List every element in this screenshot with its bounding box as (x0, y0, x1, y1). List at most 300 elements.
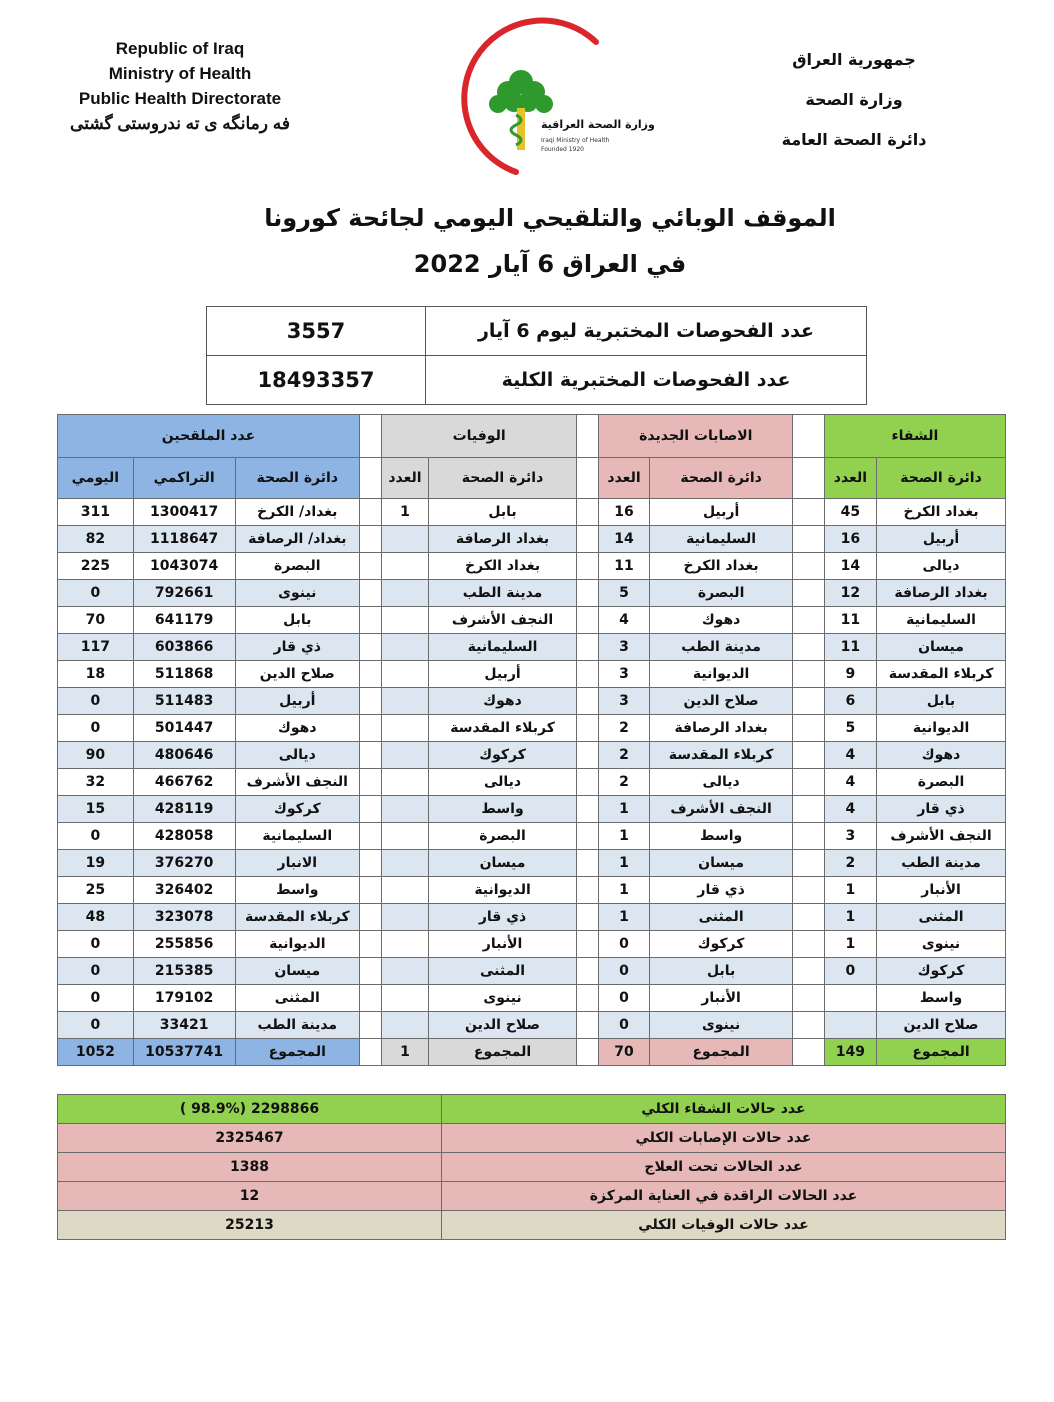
vac-cumulative-cell: 215385 (133, 958, 235, 985)
summary-value: 1388 (58, 1153, 442, 1182)
logo-english-name: Iraqi Ministry of Health (541, 137, 610, 144)
vac-daily-cell: 0 (58, 958, 134, 985)
column-spacer (793, 580, 824, 607)
cases-count-cell: 0 (599, 1012, 650, 1039)
vac-cumulative-cell: 428119 (133, 796, 235, 823)
table-row (58, 526, 1006, 553)
header-kurdish: فه رمانگه ی ته ندروستی گشتی (70, 114, 290, 133)
cases-dept-cell: ذي قار (649, 877, 793, 904)
recovery-count-cell (824, 985, 876, 1012)
cases-count-cell: 14 (599, 526, 650, 553)
column-spacer (359, 553, 381, 580)
table-row (58, 823, 1006, 850)
vac-cumulative-cell: 792661 (133, 580, 235, 607)
vac-daily-cell: 32 (58, 769, 134, 796)
recovery-section-title: الشفاء (824, 415, 1005, 458)
cases-count-cell: 16 (599, 499, 650, 526)
recovery-dept-cell: البصرة (877, 769, 1006, 796)
vac-daily-cell: 311 (58, 499, 134, 526)
vac-daily-cell: 0 (58, 688, 134, 715)
vac-cumulative-cell: 501447 (133, 715, 235, 742)
table-row (58, 985, 1006, 1012)
column-spacer (793, 661, 824, 688)
vac-cumulative-cell: 511868 (133, 661, 235, 688)
vac-dept-header: دائرة الصحة (235, 458, 359, 499)
summary-row (58, 1124, 1006, 1153)
vac-daily-cell: 0 (58, 580, 134, 607)
recovery-dept-cell: مدينة الطب (877, 850, 1006, 877)
vac-cumulative-cell: 428058 (133, 823, 235, 850)
recovery-dept-cell: صلاح الدين (877, 1012, 1006, 1039)
vac-dept-cell: ديالى (235, 742, 359, 769)
cases-total-label: المجموع (649, 1039, 793, 1066)
vac-dept-cell: بغداد/ الرصافة (235, 526, 359, 553)
vac-daily-cell: 19 (58, 850, 134, 877)
recovery-dept-cell: نينوى (877, 931, 1006, 958)
column-spacer (577, 823, 599, 850)
column-spacer (577, 661, 599, 688)
deaths-total: 1 (382, 1039, 429, 1066)
summary-value: 12 (58, 1182, 442, 1211)
english-header (60, 36, 300, 136)
recovery-count-cell: 1 (824, 931, 876, 958)
summary-row (58, 1153, 1006, 1182)
recovery-dept-cell: كركوك (877, 958, 1006, 985)
table-row (58, 742, 1006, 769)
deaths-dept-cell: ديالى (428, 769, 576, 796)
cases-count-cell: 3 (599, 634, 650, 661)
column-spacer (577, 688, 599, 715)
cases-dept-cell: الأنبار (649, 985, 793, 1012)
vac-daily-cell: 0 (58, 931, 134, 958)
recovery-dept-cell: واسط (877, 985, 1006, 1012)
cases-dept-cell: السليمانية (649, 526, 793, 553)
recovery-dept-cell: ميسان (877, 634, 1006, 661)
cases-dept-cell: بابل (649, 958, 793, 985)
vac-dept-cell: دهوك (235, 715, 359, 742)
regional-stats-table (57, 414, 1006, 1066)
column-spacer (577, 796, 599, 823)
cases-dept-cell: مدينة الطب (649, 634, 793, 661)
summary-row (58, 1211, 1006, 1240)
vac-dept-cell: كركوك (235, 796, 359, 823)
cases-count-cell: 0 (599, 931, 650, 958)
column-spacer (359, 661, 381, 688)
column-spacer (359, 1039, 381, 1066)
total-tests-row (207, 356, 867, 405)
table-row (58, 634, 1006, 661)
recovery-count-cell (824, 1012, 876, 1039)
column-spacer (793, 769, 824, 796)
deaths-dept-cell: بغداد الرصافة (428, 526, 576, 553)
lab-tests-table (206, 306, 867, 405)
column-spacer (359, 607, 381, 634)
table-row (58, 877, 1006, 904)
section-header-row (58, 415, 1006, 458)
cases-count-cell: 1 (599, 796, 650, 823)
cases-dept-cell: دهوك (649, 607, 793, 634)
column-spacer (793, 499, 824, 526)
vac-daily-cell: 0 (58, 823, 134, 850)
vac-daily-cell: 0 (58, 715, 134, 742)
deaths-count-cell (382, 742, 429, 769)
cases-count-header: العدد (599, 458, 650, 499)
vac-daily-total: 1052 (58, 1039, 134, 1066)
column-spacer (359, 526, 381, 553)
recovery-dept-cell: السليمانية (877, 607, 1006, 634)
vac-daily-cell: 117 (58, 634, 134, 661)
cases-total: 70 (599, 1039, 650, 1066)
recovery-dept-cell: أربيل (877, 526, 1006, 553)
vac-daily-cell: 82 (58, 526, 134, 553)
deaths-count-cell (382, 1012, 429, 1039)
column-spacer (793, 850, 824, 877)
vac-dept-cell: البصرة (235, 553, 359, 580)
deaths-dept-cell: بغداد الكرخ (428, 553, 576, 580)
deaths-count-cell (382, 931, 429, 958)
table-row (58, 769, 1006, 796)
column-spacer (793, 1012, 824, 1039)
title-line-2: في العراق 6 آيار 2022 (413, 250, 687, 278)
column-header-row (58, 458, 1006, 499)
recovery-count-cell: 11 (824, 634, 876, 661)
table-body (58, 499, 1006, 1039)
column-spacer (359, 958, 381, 985)
column-spacer (577, 715, 599, 742)
deaths-dept-header: دائرة الصحة (428, 458, 576, 499)
column-spacer (577, 526, 599, 553)
table-row (58, 1012, 1006, 1039)
vaccinated-section-title: عدد الملقحين (58, 415, 360, 458)
deaths-count-cell (382, 580, 429, 607)
logo-arabic-name: وزارة الصحة العراقية (541, 118, 655, 131)
vac-cumulative-total: 10537741 (133, 1039, 235, 1066)
total-tests-label: عدد الفحوصات المختبرية الكلية (426, 356, 867, 405)
column-spacer (793, 715, 824, 742)
vac-dept-cell: مدينة الطب (235, 1012, 359, 1039)
vac-daily-cell: 0 (58, 1012, 134, 1039)
recovery-dept-cell: كربلاء المقدسة (877, 661, 1006, 688)
column-spacer (359, 458, 381, 499)
recovery-count-cell: 16 (824, 526, 876, 553)
table-row (58, 796, 1006, 823)
cases-dept-cell: الديوانية (649, 661, 793, 688)
vac-cumulative-header: التراكمي (133, 458, 235, 499)
deaths-dept-cell: الديوانية (428, 877, 576, 904)
palm-tree-logo-icon (446, 20, 655, 180)
column-spacer (793, 526, 824, 553)
column-spacer (793, 688, 824, 715)
cases-dept-cell: بغداد الكرخ (649, 553, 793, 580)
table-row (58, 904, 1006, 931)
column-spacer (577, 607, 599, 634)
vac-total-label: المجموع (235, 1039, 359, 1066)
vac-cumulative-cell: 1118647 (133, 526, 235, 553)
table-row (58, 850, 1006, 877)
deaths-count-header: العدد (382, 458, 429, 499)
vac-daily-header: اليومي (58, 458, 134, 499)
column-spacer (577, 1012, 599, 1039)
column-spacer (577, 850, 599, 877)
column-spacer (793, 742, 824, 769)
column-spacer (793, 904, 824, 931)
vac-dept-cell: بابل (235, 607, 359, 634)
header-directorate: Public Health Directorate (78, 89, 282, 108)
column-spacer (793, 796, 824, 823)
column-spacer (359, 823, 381, 850)
table-row (58, 499, 1006, 526)
recovery-count-cell: 14 (824, 553, 876, 580)
vac-cumulative-cell: 323078 (133, 904, 235, 931)
deaths-total-label: المجموع (428, 1039, 576, 1066)
table-row (58, 580, 1006, 607)
vac-cumulative-cell: 326402 (133, 877, 235, 904)
cases-dept-cell: واسط (649, 823, 793, 850)
cases-dept-cell: أربيل (649, 499, 793, 526)
column-spacer (577, 553, 599, 580)
deaths-count-cell (382, 850, 429, 877)
column-spacer (577, 1039, 599, 1066)
vac-cumulative-cell: 466762 (133, 769, 235, 796)
vac-daily-cell: 18 (58, 661, 134, 688)
column-spacer (359, 904, 381, 931)
column-spacer (359, 415, 381, 458)
column-spacer (577, 958, 599, 985)
cases-dept-cell: صلاح الدين (649, 688, 793, 715)
deaths-dept-cell: السليمانية (428, 634, 576, 661)
vac-dept-cell: ميسان (235, 958, 359, 985)
cases-dept-cell: كركوك (649, 931, 793, 958)
column-spacer (793, 1039, 824, 1066)
vac-dept-cell: ذي قار (235, 634, 359, 661)
recovery-count-cell: 4 (824, 796, 876, 823)
cases-dept-header: دائرة الصحة (649, 458, 793, 499)
deaths-count-cell (382, 904, 429, 931)
recovery-dept-cell: بغداد الكرخ (877, 499, 1006, 526)
cases-count-cell: 3 (599, 661, 650, 688)
column-spacer (359, 850, 381, 877)
deaths-dept-cell: صلاح الدين (428, 1012, 576, 1039)
recovery-count-cell: 4 (824, 742, 876, 769)
deaths-dept-cell: ميسان (428, 850, 576, 877)
deaths-count-cell (382, 715, 429, 742)
recovery-count-cell: 1 (824, 904, 876, 931)
recovery-total: 149 (824, 1039, 876, 1066)
column-spacer (359, 769, 381, 796)
recovery-count-cell: 6 (824, 688, 876, 715)
cases-count-cell: 2 (599, 715, 650, 742)
summary-row (58, 1182, 1006, 1211)
column-spacer (359, 580, 381, 607)
vac-dept-cell: كربلاء المقدسة (235, 904, 359, 931)
summary-label: عدد الحالات الراقدة في العناية المركزة (442, 1182, 1006, 1211)
column-spacer (793, 877, 824, 904)
deaths-count-cell (382, 823, 429, 850)
recovery-dept-header: دائرة الصحة (877, 458, 1006, 499)
recovery-dept-cell: النجف الأشرف (877, 823, 1006, 850)
deaths-section-title: الوفيات (382, 415, 577, 458)
vac-daily-cell: 25 (58, 877, 134, 904)
column-spacer (359, 985, 381, 1012)
recovery-count-cell: 2 (824, 850, 876, 877)
vac-dept-cell: السليمانية (235, 823, 359, 850)
cases-dept-cell: كربلاء المقدسة (649, 742, 793, 769)
vac-dept-cell: الانبار (235, 850, 359, 877)
cases-dept-cell: البصرة (649, 580, 793, 607)
vac-cumulative-cell: 480646 (133, 742, 235, 769)
header-ar-directorate: دائرة الصحة العامة (781, 130, 927, 149)
new-cases-section-title: الاصابات الجديدة (599, 415, 793, 458)
column-spacer (793, 415, 824, 458)
column-spacer (577, 877, 599, 904)
deaths-count-cell: 1 (382, 499, 429, 526)
deaths-count-cell (382, 877, 429, 904)
table-row (58, 553, 1006, 580)
recovery-count-cell: 0 (824, 958, 876, 985)
deaths-count-cell (382, 553, 429, 580)
daily-tests-label: عدد الفحوصات المختبرية ليوم 6 آيار (426, 307, 867, 356)
deaths-count-cell (382, 526, 429, 553)
cases-count-cell: 1 (599, 850, 650, 877)
column-spacer (793, 458, 824, 499)
deaths-dept-cell: المثنى (428, 958, 576, 985)
column-spacer (793, 985, 824, 1012)
deaths-dept-cell: أربيل (428, 661, 576, 688)
column-spacer (359, 877, 381, 904)
column-spacer (793, 553, 824, 580)
cases-dept-cell: النجف الأشرف (649, 796, 793, 823)
cases-dept-cell: ميسان (649, 850, 793, 877)
recovery-count-cell: 3 (824, 823, 876, 850)
column-spacer (359, 742, 381, 769)
recovery-count-cell: 4 (824, 769, 876, 796)
table-row (58, 688, 1006, 715)
vac-cumulative-cell: 179102 (133, 985, 235, 1012)
column-spacer (359, 634, 381, 661)
recovery-count-cell: 12 (824, 580, 876, 607)
cases-dept-cell: نينوى (649, 1012, 793, 1039)
totals-row (58, 1039, 1006, 1066)
summary-value: 2325467 (58, 1124, 442, 1153)
recovery-dept-cell: دهوك (877, 742, 1006, 769)
column-spacer (359, 688, 381, 715)
vac-cumulative-cell: 641179 (133, 607, 235, 634)
deaths-dept-cell: كركوك (428, 742, 576, 769)
vac-cumulative-cell: 1300417 (133, 499, 235, 526)
cases-dept-cell: بغداد الرصافة (649, 715, 793, 742)
column-spacer (793, 823, 824, 850)
deaths-dept-cell: الأنبار (428, 931, 576, 958)
recovery-dept-cell: بغداد الرصافة (877, 580, 1006, 607)
ministry-logo (446, 20, 655, 180)
vac-cumulative-cell: 603866 (133, 634, 235, 661)
daily-tests-row (207, 307, 867, 356)
recovery-count-header: العدد (824, 458, 876, 499)
vac-cumulative-cell: 33421 (133, 1012, 235, 1039)
summary-label: عدد حالات الإصابات الكلي (442, 1124, 1006, 1153)
column-spacer (577, 904, 599, 931)
column-spacer (577, 580, 599, 607)
recovery-dept-cell: ديالى (877, 553, 1006, 580)
summary-label: عدد حالات الوفيات الكلي (442, 1211, 1006, 1240)
table-row (58, 607, 1006, 634)
cases-count-cell: 4 (599, 607, 650, 634)
vac-dept-cell: صلاح الدين (235, 661, 359, 688)
cases-count-cell: 1 (599, 877, 650, 904)
deaths-count-cell (382, 688, 429, 715)
column-spacer (359, 931, 381, 958)
column-spacer (577, 499, 599, 526)
cases-dept-cell: ديالى (649, 769, 793, 796)
table-row (58, 661, 1006, 688)
column-spacer (359, 796, 381, 823)
vac-daily-cell: 225 (58, 553, 134, 580)
cases-count-cell: 1 (599, 823, 650, 850)
deaths-dept-cell: بابل (428, 499, 576, 526)
vac-dept-cell: الديوانية (235, 931, 359, 958)
deaths-count-cell (382, 607, 429, 634)
summary-value: ( 98.9%) 2298866 (58, 1095, 442, 1124)
cases-count-cell: 1 (599, 904, 650, 931)
recovery-dept-cell: بابل (877, 688, 1006, 715)
recovery-dept-cell: الأنبار (877, 877, 1006, 904)
column-spacer (577, 931, 599, 958)
summary-row (58, 1095, 1006, 1124)
total-tests-value: 18493357 (207, 356, 426, 405)
deaths-count-cell (382, 769, 429, 796)
column-spacer (359, 715, 381, 742)
vac-daily-cell: 48 (58, 904, 134, 931)
vac-daily-cell: 0 (58, 985, 134, 1012)
summary-value: 25213 (58, 1211, 442, 1240)
column-spacer (577, 458, 599, 499)
header-ar-republic: جمهورية العراق (792, 50, 916, 69)
daily-tests-value: 3557 (207, 307, 426, 356)
deaths-count-cell (382, 634, 429, 661)
cases-count-cell: 2 (599, 742, 650, 769)
deaths-dept-cell: النجف الأشرف (428, 607, 576, 634)
cases-count-cell: 2 (599, 769, 650, 796)
recovery-dept-cell: المثنى (877, 904, 1006, 931)
summary-label: عدد الحالات تحت العلاج (442, 1153, 1006, 1182)
cases-count-cell: 3 (599, 688, 650, 715)
column-spacer (793, 607, 824, 634)
cases-dept-cell: المثنى (649, 904, 793, 931)
recovery-count-cell: 45 (824, 499, 876, 526)
summary-label: عدد حالات الشفاء الكلي (442, 1095, 1006, 1124)
cases-count-cell: 5 (599, 580, 650, 607)
title-line-1: الموقف الوبائي والتلقيحي اليومي لجائحة كورونا (264, 204, 836, 232)
vac-cumulative-cell: 255856 (133, 931, 235, 958)
recovery-total-label: المجموع (877, 1039, 1006, 1066)
vac-dept-cell: واسط (235, 877, 359, 904)
recovery-dept-cell: الديوانية (877, 715, 1006, 742)
vac-daily-cell: 15 (58, 796, 134, 823)
deaths-dept-cell: كربلاء المقدسة (428, 715, 576, 742)
column-spacer (577, 769, 599, 796)
vac-cumulative-cell: 511483 (133, 688, 235, 715)
vac-dept-cell: نينوى (235, 580, 359, 607)
recovery-count-cell: 1 (824, 877, 876, 904)
column-spacer (359, 499, 381, 526)
table-row (58, 931, 1006, 958)
logo-founded: Founded 1920 (541, 146, 584, 153)
vac-cumulative-cell: 1043074 (133, 553, 235, 580)
cases-count-cell: 11 (599, 553, 650, 580)
report-title (200, 195, 900, 287)
recovery-count-cell: 11 (824, 607, 876, 634)
vac-dept-cell: النجف الأشرف (235, 769, 359, 796)
